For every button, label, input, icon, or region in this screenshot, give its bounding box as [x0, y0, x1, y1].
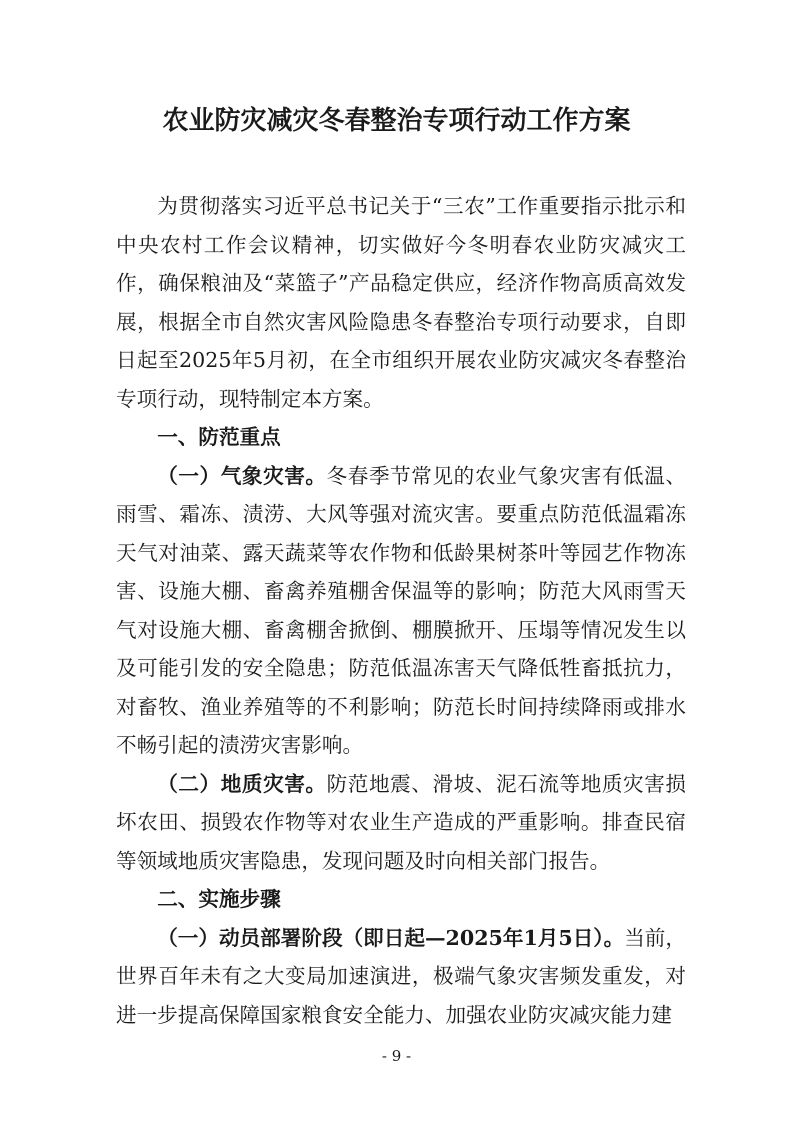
- paragraph-mobilization-phase: [116, 919, 686, 1035]
- paragraph-geological-disasters: [116, 765, 686, 881]
- paragraph-text: 当前，世界百年未有之大变局加速演进，极端气象灾害频发重发，对进一步提高保障国家粮食安全能力、加强农业防灾减灾能力建: [116, 925, 686, 1027]
- paragraph-lead: （一）动员部署阶段（即日起—2025年1月5日）。: [157, 925, 625, 950]
- page-number: - 9 -: [381, 1047, 412, 1065]
- paragraph-meteorological-disasters: [116, 457, 686, 765]
- document-title: 农业防灾减灾冬春整治专项行动工作方案: [162, 106, 631, 136]
- document-body: [116, 187, 686, 1034]
- section-heading-prevention: 一、防范重点: [157, 425, 281, 449]
- paragraph-lead: （一）气象灾害。: [157, 463, 327, 488]
- paragraph-lead: （二）地质灾害。: [157, 771, 327, 796]
- intro-paragraph: 为贯彻落实习近平总书记关于“三农”工作重要指示批示和中央农村工作会议精神，切实做好今冬明春农业防灾减灾工作，确保粮油及“菜篮子”产品稳定供应，经济作物高质高效发展，根据全市自然灾害风险隐患冬春整治专项行动要求，自即日起至2025年5月初，在全市组织开展农业防灾减灾冬春整治专项行动，现特制定本方案。: [116, 194, 686, 411]
- paragraph-text: 防范地震、滑坡、泥石流等地质灾害损坏农田、损毁农作物等对农业生产造成的严重影响。排查民宿等领域地质灾害隐患，发现问题及时向相关部门报告。: [116, 771, 686, 873]
- section-heading-steps: 二、实施步骤: [157, 887, 281, 911]
- paragraph-text: 冬春季节常见的农业气象灾害有低温、雨雪、霜冻、渍涝、大风等强对流灾害。要重点防范低温霜冻天气对油菜、露天蔬菜等农作物和低龄果树茶叶等园艺作物冻害、设施大棚、畜禽养殖棚舍保温等的影响；防范大风雨雪天气对设施大棚、畜禽棚舍掀倒、棚膜掀开、压塌等情况发生以及可能引发的安全隐患；防范低温冻害天气降低牲畜抵抗力，对畜牧、渔业养殖等的不利影响；防范长时间持续降雨或排水不畅引起的渍涝灾害影响。: [116, 463, 686, 757]
